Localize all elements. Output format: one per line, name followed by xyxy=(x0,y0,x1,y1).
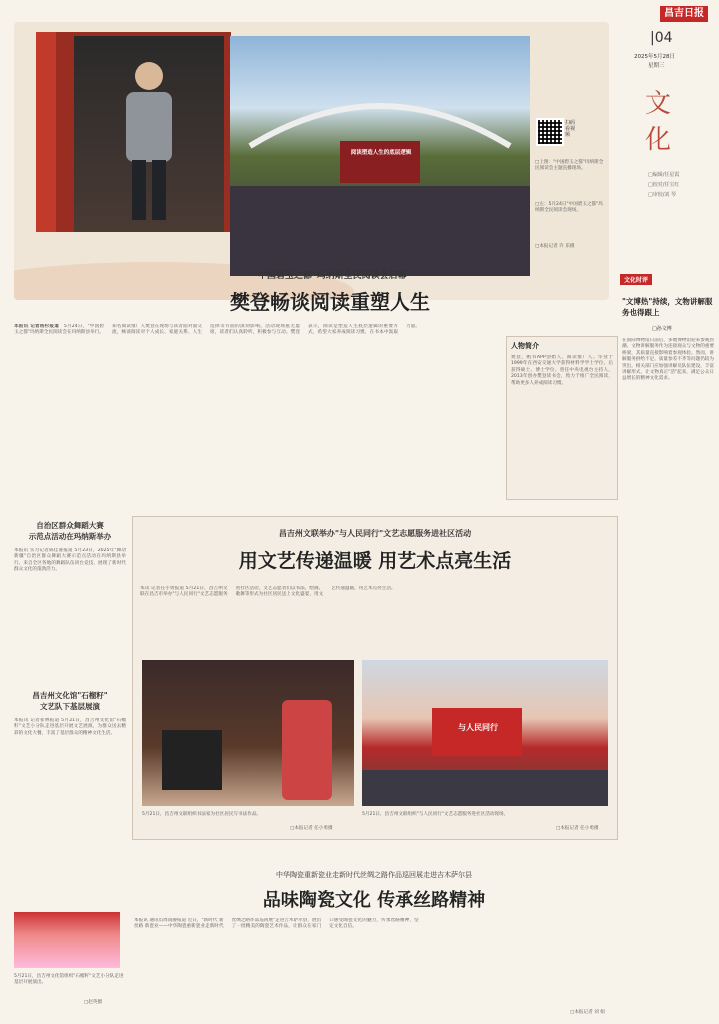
mid-photo-1 xyxy=(142,660,354,806)
page-number: |04 xyxy=(650,30,673,46)
profile-box xyxy=(506,336,618,500)
mid-caption-1: 5月21日，昌吉州文联组织书法家为社区居民写书法作品。 xyxy=(142,812,262,817)
commentary-title: "文博热"持续，文物讲解服务也得跟上 xyxy=(622,297,713,317)
bottom-story-body: 本报讯 通讯员周雨静报道 近日，"新时代 新丝路 新瓷业——中华陶瓷重新瓷业走新时代丝绸之路作品巡回展"走进吉木萨尔县，展出了一批精美的陶瓷艺术作品，让群众在家门口感受陶瓷文化的魅力，传承丝路精神，坚定文化自信。 xyxy=(134,918,419,930)
issue-date: 2025年5月28日 xyxy=(634,54,675,60)
brief-2-credit: □赵英摄 xyxy=(84,1000,103,1005)
stage-banner-text: 与人民同行 xyxy=(458,723,498,732)
stage-screen-text: 阅读塑造人生的底层逻辑 xyxy=(350,150,412,156)
brief-1-title: 自治区群众舞蹈大赛 示范点活动在玛纳斯举办 xyxy=(28,521,112,541)
commentary-author: □孙文博 xyxy=(652,326,672,332)
mid-credit-1: □本报记者 任小勇摄 xyxy=(290,826,333,831)
editor-credits: □编辑/任星霞 □校对/任宝红 □审校/刘 琴 xyxy=(648,172,680,198)
top-story-title: 樊登畅谈阅读重塑人生 xyxy=(230,290,430,314)
commentary-tag: 文化时评 xyxy=(620,274,652,285)
mid-story-kicker: 昌吉州文联举办"与人民同行"文艺志愿服务进社区活动 xyxy=(278,529,472,538)
brief-1-body: 本报讯 实习记者陈佳嘉报道 5月23日，2025年"舞动新疆"自治区群众舞蹈大赛示范点活动在玛纳斯县举行。来自全区各地的舞蹈队伍同台竞技，展现了新时代群众文化的蓬勃活力。 xyxy=(14,548,126,573)
qr-label: 扫码看视频 xyxy=(565,120,576,138)
mid-caption-2: 5月21日，昌吉州文联组织"与人民同行"文艺志愿服务进社区活动现场。 xyxy=(362,812,509,817)
brief-2-caption: 5月21日，昌吉州文化馆组织"石榴籽"文艺小分队走进基层开展演出。 xyxy=(14,974,124,986)
mid-story-title: 用文艺传递温暖 用艺术点亮生活 xyxy=(238,550,512,572)
speaker-photo xyxy=(74,36,224,232)
qr-code[interactable] xyxy=(536,118,564,146)
byline: 本报讯 记者杨杉报道 xyxy=(14,324,60,329)
brief-2-photo xyxy=(14,912,120,968)
issue-weekday: 星期三 xyxy=(648,63,665,69)
profile-text: 樊登，帆书APP创始人，阅读推广人。毕业于1999年在西安交通大学获得材料学学士学位，后获得硕士、博士学位。曾任中央电视台主持人，2013年创办樊登读书会，致力于推广全民阅读，帮助更多人养成阅读习惯。 xyxy=(511,355,613,386)
profile-title: 人物简介 xyxy=(511,342,539,350)
top-story-body: 本报讯 记者杨杉报道 5月24日，"中国碧玉之都"玛纳斯全民阅读会在玛纳斯县举行。知名阅读推广人樊登在现场与读者面对面交流，畅谈阅读对个人成长、家庭关系、人生选择等方面的深刻影响。活动现场座无虚席，读者们认真聆听，积极参与互动。樊登表示，阅读是塑造人生底层逻辑的重要方式，希望大家养成阅读习惯，在书本中汲取力量。 xyxy=(14,324,420,336)
brief-2-title: 昌吉州文化馆"石榴籽" 文艺队下基层展演 xyxy=(32,691,108,711)
photo-credit: □本报记者 许 乐摄 xyxy=(535,244,575,249)
venue-photo xyxy=(230,36,530,276)
mid-photo-2 xyxy=(362,660,608,806)
bottom-story-title: 品味陶瓷文化 传承丝路精神 xyxy=(262,890,486,911)
section-title: 文化 xyxy=(645,89,672,155)
top-photo-banner xyxy=(14,22,609,300)
mid-credit-2: □本报记者 任小勇摄 xyxy=(556,826,599,831)
commentary-body: 在国际博物馆日前后，多地博物馆迎来参观热潮。文物讲解服务作为连接观众与文物的重要桥梁，其质量直接影响着参观体验。然而，讲解服务供给不足、质量参差不齐等问题仍较为突出。相关部门应加强讲解员队伍建设，丰富讲解形式，让文物真正"活"起来，满足公众日益增长的精神文化需求。 xyxy=(622,338,714,382)
mid-story-body: 本讯 记者任小勇报道 5月21日，昌吉州文联在昌吉市举办"与人民同行"文艺志愿服务进社区活动，文艺志愿者们以书法、绘画、歌舞等形式为社区居民送上文化盛宴，用文艺传递温暖，用艺术点亮生活。 xyxy=(140,586,396,598)
photo-caption-2: □左：5月24日"中国碧玉之都"玛纳斯全民阅读会现场。 xyxy=(535,202,603,214)
newspaper-logo: 昌吉日报 xyxy=(660,6,708,22)
top-story-kicker: "中国碧玉之都"玛纳斯全民阅读会启幕 xyxy=(253,271,407,281)
bottom-story-credit: □本报记者 刘 娟 xyxy=(570,1010,605,1015)
brief-2-body: 本报讯 记者崔林报道 5月21日，昌吉州文化馆"石榴籽"文艺小分队走进基层开展文艺展演，为群众送去精彩的文化大餐，丰富了基层群众的精神文化生活。 xyxy=(14,718,126,736)
bottom-story-kicker: 中华陶瓷重新瓷业走新时代丝绸之路作品巡回展走进吉木萨尔县 xyxy=(276,871,472,879)
photo-caption-1: □上图："中国碧玉之都"玛纳斯全民阅读会主题直播现场。 xyxy=(535,160,604,172)
